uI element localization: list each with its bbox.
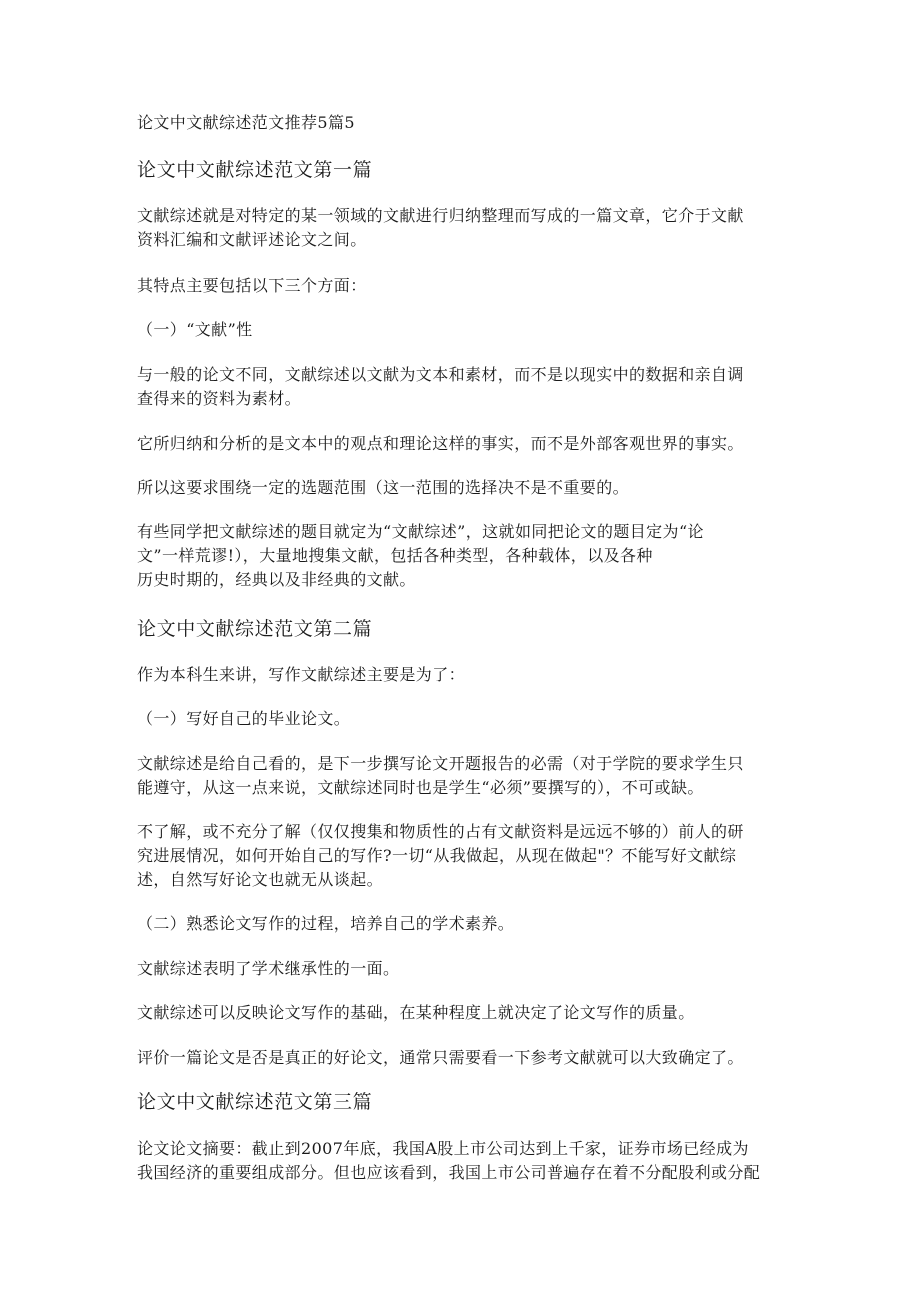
paragraph-line: 历史时期的，经典以及非经典的文献。 (137, 570, 416, 589)
section-heading: 论文中文献综述范文第一篇 (137, 159, 373, 181)
paragraph-line: 与一般的论文不同，文献综述以文献为文本和素材，而不是以现实中的数据和亲自调 (137, 365, 744, 384)
section-heading: 论文中文献综述范文第二篇 (137, 618, 373, 640)
document-title: 论文中文献综述范文推荐5篇5 (137, 113, 355, 132)
paragraph-line: （二）熟悉论文写作的过程，培养自己的学术素养。 (137, 914, 515, 933)
paragraph-line: 不了解，或不充分了解（仅仅搜集和物质性的占有文献资料是远远不够的）前人的研 (137, 822, 744, 841)
paragraph-line: 我国经济的重要组成部分。但也应该看到，我国上市公司普遍存在着不分配股利或分配 (137, 1163, 761, 1182)
paragraph-line: 能遵守，从这一点来说，文献综述同时也是学生“必须”要撰写的），不可或缺。 (137, 778, 704, 797)
paragraph-line: 评价一篇论文是否是真正的好论文，通常只需要看一下参考文献就可以大致确定了。 (137, 1048, 744, 1067)
paragraph-line: 究进展情况，如何开始自己的写作?一切“从我做起，从现在做起"？不能写好文献综 (137, 846, 737, 865)
paragraph-line: 其特点主要包括以下三个方面： (137, 276, 367, 295)
paragraph-line: 查得来的资料为素材。 (137, 389, 302, 408)
paragraph-line: （一）写好自己的毕业论文。 (137, 709, 351, 728)
paragraph-line: 资料汇编和文献评述论文之间。 (137, 230, 367, 249)
paragraph-line: 文献综述是给自己看的，是下一步撰写论文开题报告的必需（对于学院的要求学生只 (137, 754, 744, 773)
paragraph-line: 文”一样荒谬!），大量地搜集文献，包括各种类型，各种载体，以及各种 (137, 546, 653, 565)
paragraph-line: 述，自然写好论文也就无从谈起。 (137, 870, 384, 889)
paragraph-line: 有些同学把文献综述的题目就定为“文献综述”，这就如同把论文的题目定为“论 (137, 522, 704, 541)
paragraph-line: 它所归纳和分析的是文本中的观点和理论这样的事实，而不是外部客观世界的事实。 (137, 434, 744, 453)
section-heading: 论文中文献综述范文第三篇 (137, 1091, 373, 1113)
paragraph-line: 论文论文摘要：截止到2007年底，我国A股上市公司达到上千家，证券市场已经成为 (137, 1139, 749, 1158)
paragraph-line: 文献综述表明了学术继承性的一面。 (137, 959, 400, 978)
paragraph-line: 所以这要求围绕一定的选题范围（这一范围的选择决不是不重要的。 (137, 478, 630, 497)
paragraph-line: （一）“文献”性 (137, 320, 253, 339)
paragraph-line: 文献综述可以反映论文写作的基础，在某种程度上就决定了论文写作的质量。 (137, 1003, 695, 1022)
paragraph-line: 文献综述就是对特定的某一领域的文献进行归纳整理而写成的一篇文章，它介于文献 (137, 206, 744, 225)
paragraph-line: 作为本科生来讲，写作文献综述主要是为了： (137, 665, 466, 684)
